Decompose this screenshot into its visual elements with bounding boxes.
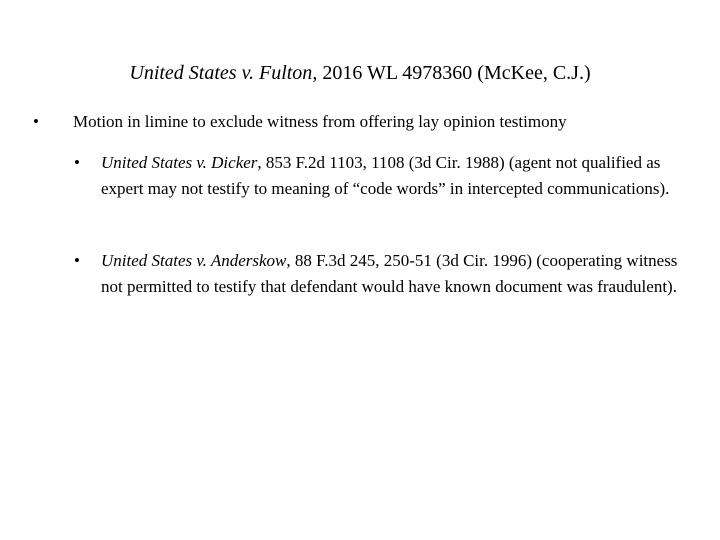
case-citation: , 88 F.3d 245, 250-51 (3d Cir. 1996) (cooperating witness not permitted to testify that defendant would have known document was fraudulent). xyxy=(101,251,678,296)
sub-bullet-dicker xyxy=(74,150,684,202)
bullet-point-icon: • xyxy=(33,112,39,131)
main-bullet-text: Motion in limine to exclude witness from offering lay opinion testimony xyxy=(73,112,567,131)
sub-bullet-text xyxy=(101,248,681,300)
bullet-point-icon: • xyxy=(74,153,80,172)
title-case-name: United States v. Fulton xyxy=(129,62,313,84)
bullet-point-icon: • xyxy=(74,251,80,270)
title-citation: , 2016 WL 4978360 (McKee, C.J.) xyxy=(312,62,591,84)
case-citation: , 853 F.2d 1103, 1108 (3d Cir. 1988) (agent not qualified as expert may not testify to meaning of “code words” in intercepted communications). xyxy=(101,153,670,198)
sub-bullet-anderskow xyxy=(74,248,684,300)
slide-title xyxy=(0,58,720,88)
case-name: United States v. Dicker xyxy=(101,153,258,172)
case-name: United States v. Anderskow xyxy=(101,251,287,270)
sub-bullet-text xyxy=(101,150,681,202)
main-bullet xyxy=(33,109,693,135)
